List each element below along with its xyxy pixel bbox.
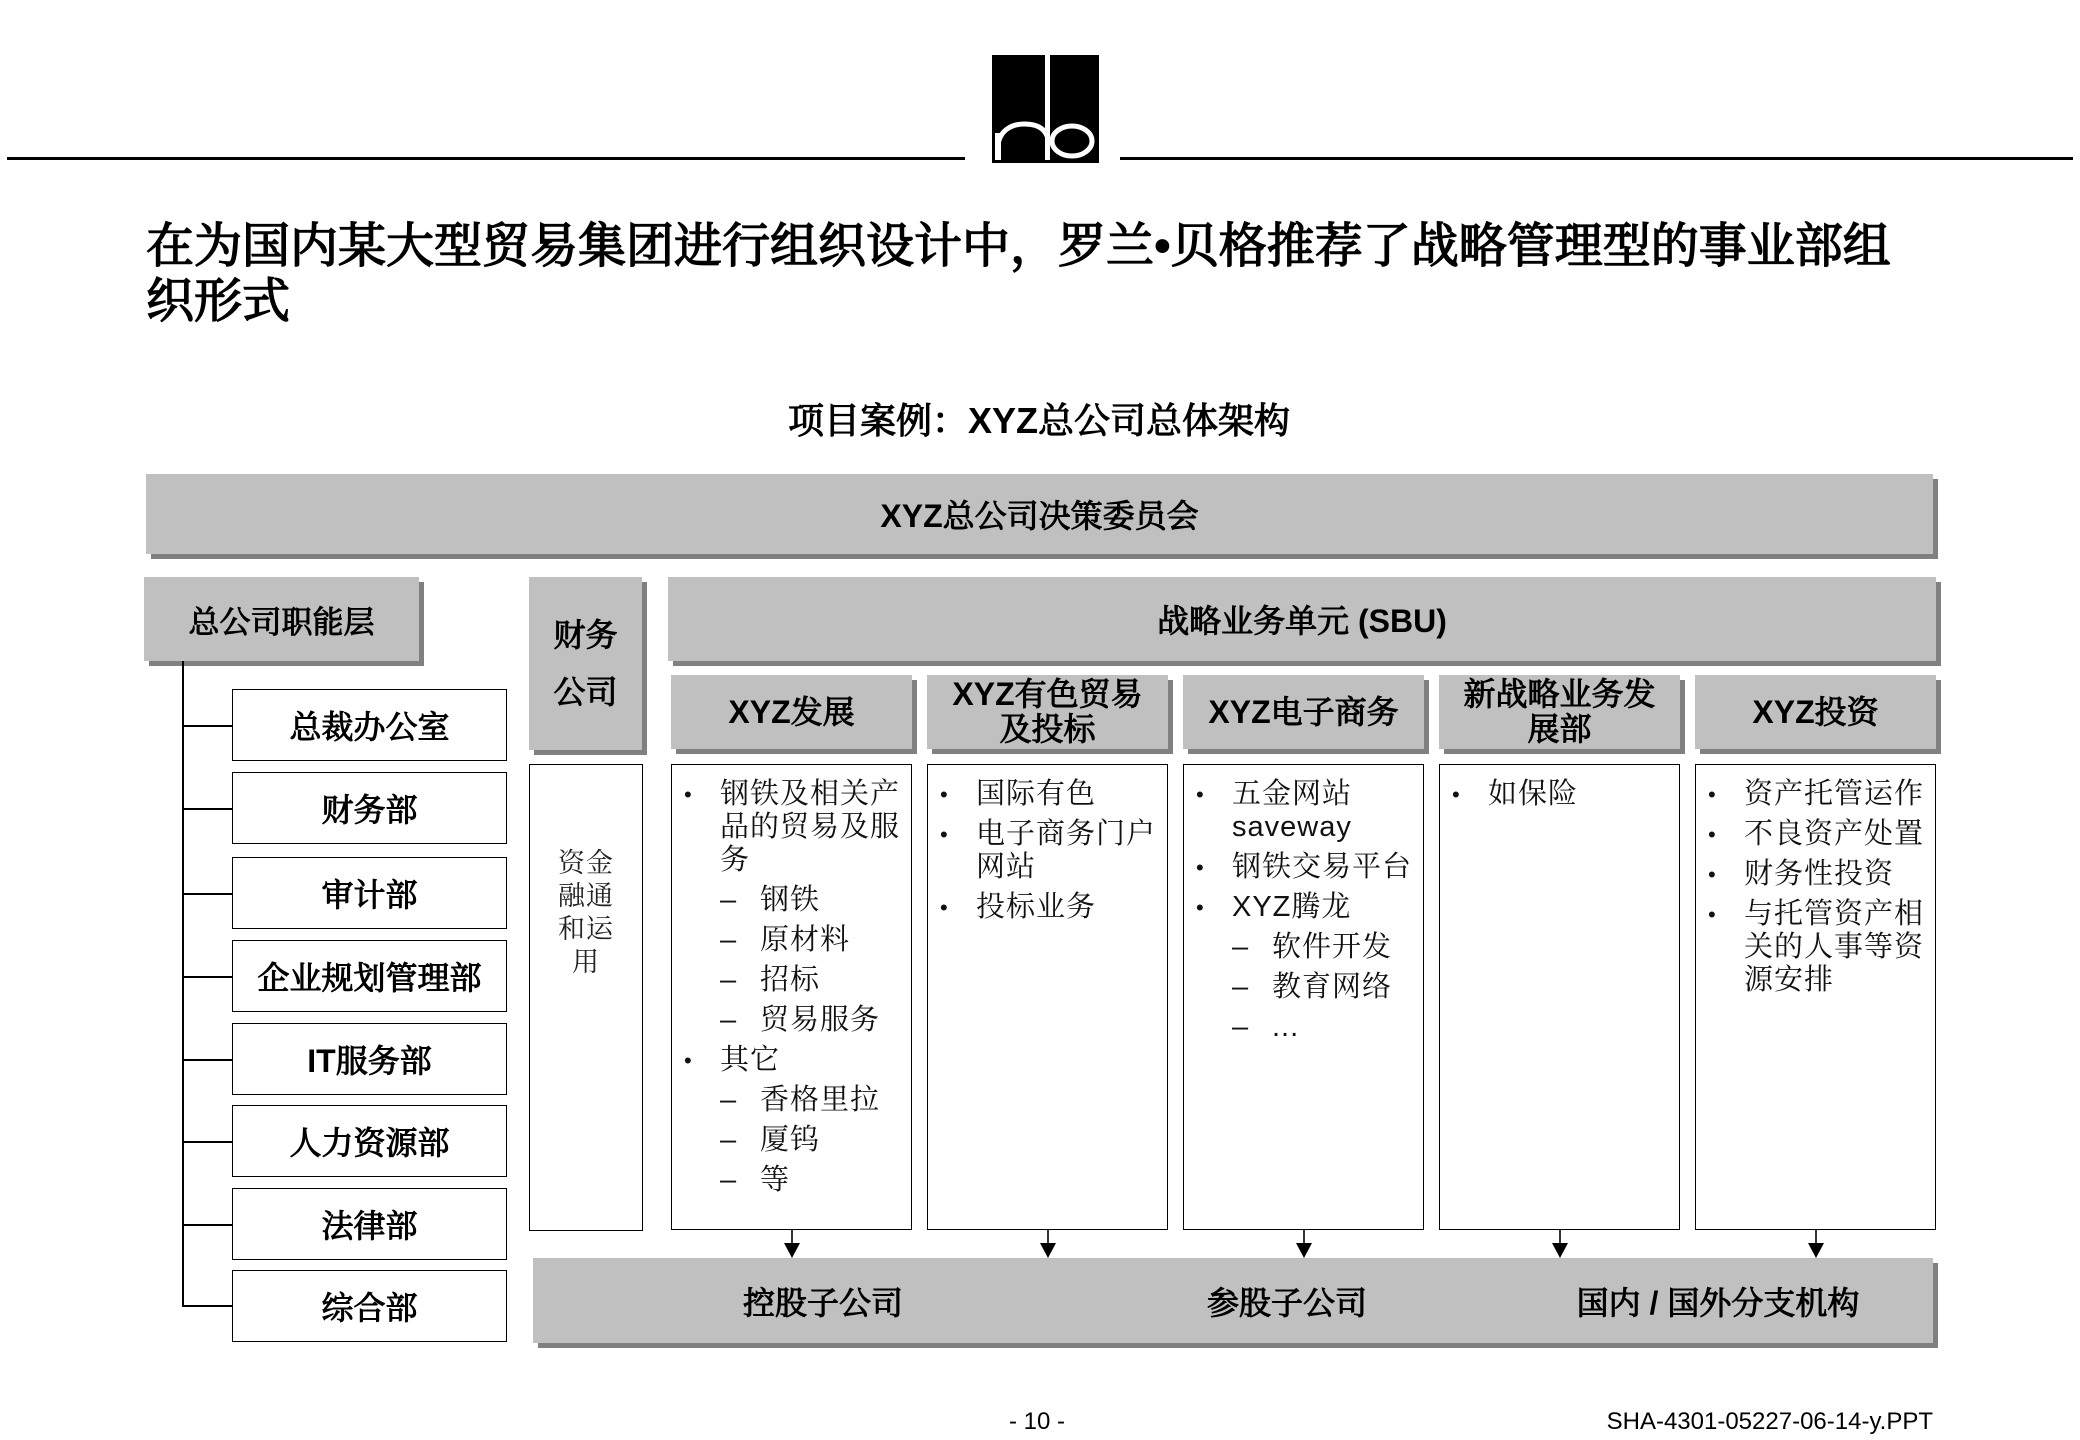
tree-connector-vertical [182, 661, 184, 1306]
sbu-unit-title: 新战略业务发 [1463, 676, 1656, 712]
subsidiary-label: 参股子公司 [1206, 1284, 1367, 1321]
sbu-unit-content [927, 764, 1168, 1230]
department-label: IT服务部 [307, 1043, 432, 1079]
dash-icon: – [1232, 971, 1249, 1003]
list-subitem [672, 884, 911, 917]
list-subitem [672, 924, 911, 957]
list-item-text: 香格里拉 [760, 1084, 881, 1116]
arrow-down-icon [1808, 1230, 1824, 1258]
list-subitem [672, 964, 911, 997]
list-item [672, 778, 911, 877]
bullet-icon: • [940, 782, 948, 807]
dash-icon: – [720, 924, 737, 956]
list-item [1696, 818, 1935, 851]
list-item-text: 等 [760, 1164, 791, 1196]
department-box [232, 1105, 507, 1177]
arrow-down-icon [1296, 1230, 1312, 1258]
list-subitem [1184, 931, 1423, 964]
list-item [672, 1044, 911, 1077]
sbu-unit-title: XYZ电子商务 [1208, 693, 1399, 730]
sbu-unit-header [1439, 675, 1680, 749]
sbu-unit-header [1695, 675, 1936, 749]
list-item [1184, 778, 1423, 844]
department-label: 人力资源部 [289, 1125, 450, 1161]
department-label: 综合部 [321, 1290, 418, 1326]
list-subitem [1184, 971, 1423, 1004]
finance-company-header [529, 577, 642, 750]
sbu-unit-title: XYZ有色贸易 [952, 676, 1143, 712]
dash-icon: – [1232, 931, 1249, 963]
department-label: 审计部 [321, 877, 418, 913]
list-item-text: 如保险 [1488, 778, 1579, 810]
list-item-text: 国际有色 [976, 778, 1097, 810]
diagram-title: 项目案例：XYZ总公司总体架构 [787, 400, 1290, 441]
tree-connector [182, 893, 232, 895]
sbu-unit-content [1695, 764, 1936, 1230]
bullet-icon: • [684, 1048, 692, 1073]
sbu-header [668, 577, 1936, 661]
department-box [232, 1023, 507, 1095]
tree-connector [182, 1059, 232, 1061]
bullet-icon: • [1708, 782, 1716, 807]
subsidiaries-bar [533, 1258, 1933, 1343]
list-item-text: 招标 [760, 964, 821, 996]
department-label: 企业规划管理部 [257, 960, 482, 996]
list-item [928, 778, 1167, 811]
department-box [232, 940, 507, 1012]
bullet-icon: • [1708, 822, 1716, 847]
bullet-icon: • [940, 895, 948, 920]
bullet-icon: • [1196, 782, 1204, 807]
list-item-text: 钢铁交易平台 [1232, 851, 1413, 883]
decision-committee-bar [146, 474, 1933, 554]
document-id: SHA-4301-05227-06-14-y.PPT [1606, 1408, 1933, 1435]
list-item-text: 电子商务门户网站 [976, 818, 1157, 883]
bullet-icon: • [1196, 895, 1204, 920]
list-item-text: 教育网络 [1272, 971, 1393, 1003]
list-item-text: 投标业务 [976, 891, 1097, 923]
list-subitem [672, 1084, 911, 1117]
sbu-unit-header [1183, 675, 1424, 749]
sbu-unit-content [1183, 764, 1424, 1230]
list-item-text: XYZ腾龙 [1232, 891, 1352, 923]
sbu-unit-title: 展部 [1527, 711, 1592, 747]
sbu-unit-content [671, 764, 912, 1230]
list-item-text: 不良资产处置 [1744, 818, 1925, 850]
finance-company-label-line: 公司 [553, 673, 618, 710]
subsidiary-label: 控股子公司 [742, 1284, 903, 1321]
list-item [1440, 778, 1679, 811]
finance-company-description-box [529, 764, 643, 1231]
header-rule-right [1120, 157, 2073, 160]
bullet-icon: • [1708, 902, 1716, 927]
list-item [1184, 851, 1423, 884]
list-item-text: 与托管资产相关的人事等资源安排 [1744, 898, 1925, 996]
list-item-text: 厦钨 [760, 1124, 821, 1156]
sbu-unit-header [671, 675, 912, 749]
dash-icon: – [720, 884, 737, 916]
header-rule-left [7, 157, 965, 160]
sbu-unit-content [1439, 764, 1680, 1230]
list-item [928, 891, 1167, 924]
list-subitem [672, 1164, 911, 1197]
department-label: 财务部 [321, 792, 418, 828]
department-label: 总裁办公室 [289, 709, 450, 745]
bullet-icon: • [1452, 782, 1460, 807]
sbu-unit-title: XYZ发展 [728, 693, 855, 730]
sbu-unit-header [927, 675, 1168, 749]
dash-icon: – [720, 964, 737, 996]
dash-icon: – [720, 1124, 737, 1156]
list-item [1696, 858, 1935, 891]
list-item-text: ... [1272, 1011, 1300, 1043]
list-item-text: 财务性投资 [1744, 858, 1895, 890]
list-item [1696, 778, 1935, 811]
list-item-text: 其它 [720, 1044, 781, 1076]
list-item-text: 钢铁及相关产品的贸易及服务 [720, 778, 901, 876]
dash-icon: – [1232, 1011, 1249, 1043]
dash-icon: – [720, 1004, 737, 1036]
tree-connector [182, 1224, 232, 1226]
list-item [1696, 898, 1935, 997]
tree-connector [182, 976, 232, 978]
list-subitem [672, 1004, 911, 1037]
department-box [232, 772, 507, 844]
finance-company-label-line: 财务 [553, 616, 618, 653]
arrow-down-icon [784, 1230, 800, 1258]
slide-title-line: 织形式 [146, 275, 291, 328]
tree-connector [182, 808, 232, 810]
list-subitem [672, 1124, 911, 1157]
finance-company-description: 资金融通和运用 [558, 848, 614, 977]
department-box [232, 689, 507, 761]
list-item-text: 钢铁 [760, 884, 821, 916]
list-item-text: 软件开发 [1272, 931, 1393, 963]
tree-connector [182, 725, 232, 727]
sbu-unit-title: XYZ投资 [1752, 693, 1879, 730]
department-box [232, 1270, 507, 1342]
tree-connector [182, 1305, 232, 1307]
list-item-text: 原材料 [760, 924, 851, 956]
subsidiary-label: 国内 / 国外分支机构 [1576, 1284, 1860, 1321]
list-item-text: 五金网站 saveway [1232, 778, 1353, 843]
list-item [928, 818, 1167, 884]
list-item-text: 贸易服务 [760, 1004, 881, 1036]
list-subitem [1184, 1011, 1423, 1044]
sbu-unit-title: 及投标 [999, 711, 1096, 747]
slide-title-line: 在为国内某大型贸易集团进行组织设计中，罗兰•贝格推荐了战略管理型的事业部组 [146, 220, 1891, 273]
list-item-text: 资产托管运作 [1744, 778, 1925, 810]
bullet-icon: • [1708, 862, 1716, 887]
slide-title [146, 219, 1891, 329]
arrow-down-icon [1552, 1230, 1568, 1258]
page-number: - 10 - [1008, 1408, 1065, 1435]
sbu-label: 战略业务单元 (SBU) [1157, 603, 1447, 639]
dash-icon: – [720, 1084, 737, 1116]
list-item [1184, 891, 1423, 924]
bullet-icon: • [1196, 855, 1204, 880]
rb-logo-icon [992, 55, 1099, 163]
functional-layer-header [144, 577, 419, 661]
tree-connector [182, 1141, 232, 1143]
bullet-icon: • [940, 822, 948, 847]
department-box [232, 857, 507, 929]
arrow-down-icon [1040, 1230, 1056, 1258]
department-box [232, 1188, 507, 1260]
dash-icon: – [720, 1164, 737, 1196]
department-label: 法律部 [321, 1208, 418, 1244]
decision-committee-label: XYZ总公司决策委员会 [880, 498, 1199, 534]
functional-layer-label: 总公司职能层 [188, 604, 375, 640]
bullet-icon: • [684, 782, 692, 807]
